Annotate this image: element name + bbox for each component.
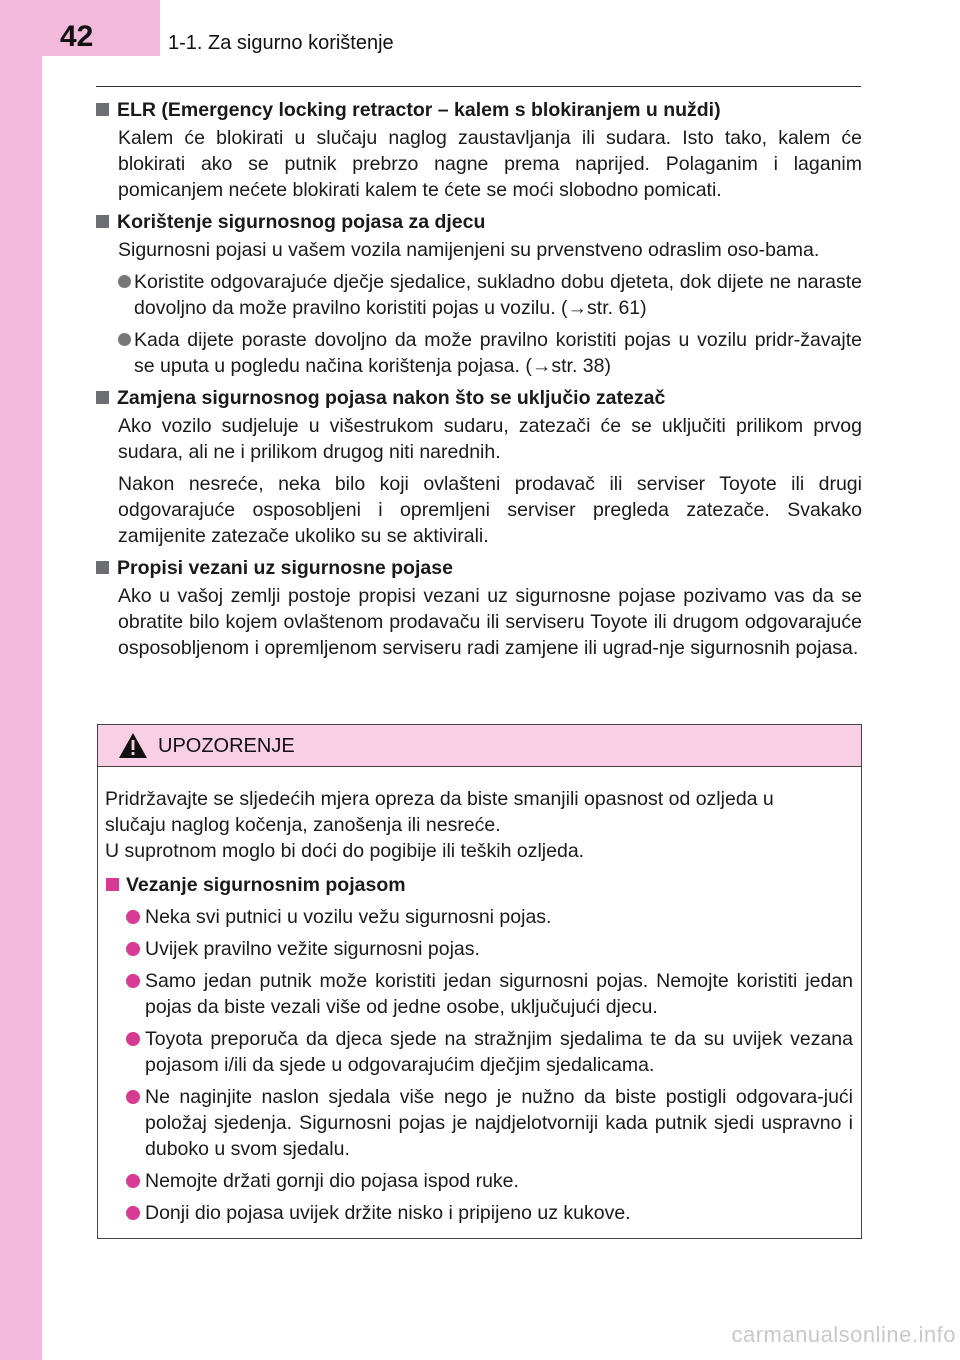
- section-paragraph: Sigurnosni pojasi u vašem vozila namijenjeni su prvenstveno odraslim oso-bama.: [118, 239, 820, 261]
- warning-title: UPOZORENJE: [158, 735, 295, 757]
- circle-bullet-icon: [118, 275, 131, 288]
- section-heading-pretensioner-replacement: Zamjena sigurnosnog pojasa nakon što se uključio zatezač: [96, 385, 862, 411]
- chapter-title: 1-1. Za sigurno korištenje: [168, 32, 394, 54]
- circle-bullet-icon: [126, 942, 140, 956]
- warning-list-item: Uvijek pravilno vežite sigurnosni pojas.: [105, 936, 853, 962]
- section-paragraph: Nakon nesreće, neka bilo koji ovlašteni prodavač ili serviser Toyote ili drugi odgovarajuće osposobljeni i opremljeni serviser pregleda zatezače. Svakako zamijenite zatezače ukoliko su se aktivirali.: [118, 473, 862, 547]
- section-heading-child-belt: Korištenje sigurnosnog pojasa za djecu: [96, 209, 862, 235]
- circle-bullet-icon: [126, 1090, 140, 1104]
- warning-triangle-icon: [118, 732, 148, 759]
- warning-intro-line: U suprotnom moglo bi doći do pogibije ili teških ozljeda.: [105, 840, 585, 862]
- circle-bullet-icon: [126, 1206, 140, 1220]
- warning-header: [98, 725, 861, 767]
- warning-list-item: Ne naginjite naslon sjedala više nego je nužno da biste postigli odgovara-jući položaj sjedenja. Sigurnosni pojas je najdjelotvorniji kada putnik sjedi uspravno i duboko u svom sjedalu.: [105, 1084, 853, 1162]
- page-header: [0, 0, 960, 56]
- section-heading-elr: ELR (Emergency locking retractor – kalem s blokiranjem u nuždi): [96, 97, 862, 123]
- square-bullet-icon: [96, 103, 109, 116]
- warning-list-item: Donji dio pojasa uvijek držite nisko i pripijeno uz kukove.: [105, 1200, 853, 1226]
- circle-bullet-icon: [126, 1032, 140, 1046]
- list-item: Kada dijete poraste dovoljno da može pravilno koristiti pojas u vozilu pridr-žavajte se uputa u pogledu načina korištenja pojasa. (→str. 38): [96, 327, 862, 379]
- header-divider: [96, 86, 861, 87]
- page-number: 42: [60, 20, 94, 53]
- warning-list-item: Samo jedan putnik može koristiti jedan sigurnosni pojas. Nemojte koristiti jedan pojas da biste vezali više od jedne osobe, uključujući djecu.: [105, 968, 853, 1020]
- circle-bullet-icon: [126, 974, 140, 988]
- square-bullet-icon: [96, 561, 109, 574]
- warning-body: [98, 767, 861, 1226]
- side-color-strip: [0, 0, 42, 1360]
- list-item: Koristite odgovarajuće dječje sjedalice, sukladno dobu djeteta, dok dijete ne naraste dovoljno da može pravilno koristiti pojas u vozilu. (→str. 61): [96, 269, 862, 321]
- warning-list-item: Toyota preporuča da djeca sjede na stražnjim sjedalima te da su uvijek vezana pojasom i/ili da sjede u odgovarajućim dječjim sjedalicama.: [105, 1026, 853, 1078]
- circle-bullet-icon: [118, 333, 131, 346]
- circle-bullet-icon: [126, 910, 140, 924]
- square-bullet-icon: [96, 391, 109, 404]
- warning-intro-line: Pridržavajte se sljedećih mjera opreza da biste smanjili opasnost od ozljeda u: [105, 788, 774, 810]
- section-paragraph: Kalem će blokirati u slučaju naglog zaustavljanja ili sudara. Isto tako, kalem će blokirati ako se putnik prebrzo nagne prema naprijed. Polaganim i laganim pomicanjem nećete blokirati kalem te ćete se moći slobodno pomicati.: [118, 127, 862, 201]
- section-paragraph: Ako u vašoj zemlji postoje propisi vezani uz sigurnosne pojase pozivamo vas da se obratite bilo kojem ovlaštenom prodavaču ili serviseru Toyote ili drugom odgovarajuće osposobljenom i opremljenom serviseru radi zamjene ili ugrad-nje sigurnosnih pojasa.: [118, 585, 862, 659]
- section-paragraph: Ako vozilo sudjeluje u višestrukom sudaru, zatezači će se uključiti prilikom prvog sudara, ali ne i prilikom drugog niti narednih.: [118, 415, 862, 463]
- square-bullet-icon: [106, 878, 119, 891]
- warning-box: [97, 724, 862, 1239]
- square-bullet-icon: [96, 215, 109, 228]
- main-content: [96, 94, 862, 667]
- warning-intro-line: slučaju naglog kočenja, zanošenja ili nesreće.: [105, 814, 501, 836]
- circle-bullet-icon: [126, 1174, 140, 1188]
- warning-intro: [105, 786, 853, 864]
- watermark: carmanualsonline.info: [731, 1322, 956, 1347]
- warning-section-heading: Vezanje sigurnosnim pojasom: [105, 872, 853, 898]
- warning-list-item: Neka svi putnici u vozilu vežu sigurnosni pojas.: [105, 904, 853, 930]
- section-heading-regulations: Propisi vezani uz sigurnosne pojase: [96, 555, 862, 581]
- warning-list-item: Nemojte držati gornji dio pojasa ispod ruke.: [105, 1168, 853, 1194]
